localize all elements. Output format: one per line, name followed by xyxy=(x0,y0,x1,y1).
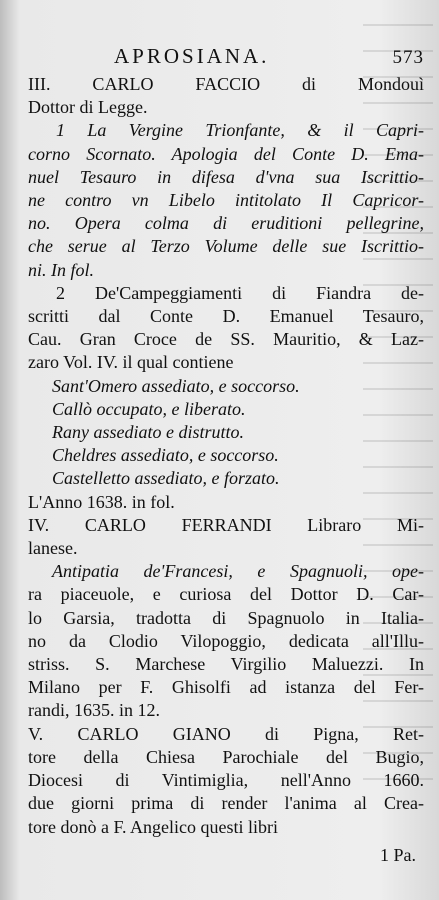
body-line: ni. In fol. xyxy=(28,259,94,280)
body-line: 1 La Vergine Trionfante, & il Capri- xyxy=(56,120,424,141)
body-line: striss. S. Marchese Virgilio Maluezzi. In xyxy=(28,654,424,675)
body-line: Cau. Gran Croce de SS. Mauritio, & Laz- xyxy=(28,329,424,350)
body-line: no. Opera colma di eruditioni pellegrine, xyxy=(28,213,424,234)
list-item: Castelletto assediato, e forzato. xyxy=(52,468,280,489)
entry-heading-cont: lanese. xyxy=(28,538,78,559)
page-number: 573 xyxy=(392,47,424,68)
body-line: no da Clodio Vilopoggio, dedicata all'Illu- xyxy=(28,630,424,651)
body-line: ra piaceuole, e curiosa del Dottor D. Car- xyxy=(28,584,424,605)
catchword: 1 Pa. xyxy=(380,844,416,865)
body-line: ne contro vn Libelo intitolato Il Capricor- xyxy=(28,190,424,211)
list-item: Callò occupato, e liberato. xyxy=(52,398,246,419)
list-item: Sant'Omero assediato, e soccorso. xyxy=(52,375,300,396)
body-line: zaro Vol. IV. il qual contiene xyxy=(28,352,234,373)
list-item: Rany assediato e distrutto. xyxy=(52,422,244,443)
body-line: 2 De'Campeggiamenti di Fiandra de- xyxy=(56,282,424,303)
body-line: Antipatia de'Francesi, e Spagnuoli, ope- xyxy=(52,561,424,582)
entry-heading-cont: Dottor di Legge. xyxy=(28,97,148,118)
body-line: nuel Tesauro in difesa d'vna sua Iscrittio- xyxy=(28,166,424,187)
page-header xyxy=(28,44,424,69)
body-line: due giorni prima di render l'anima al Crea- xyxy=(28,793,424,814)
entry-heading: III. CARLO FACCIO di Mondouì xyxy=(28,74,424,94)
text-block xyxy=(28,44,424,866)
body-line: randi, 1635. in 12. xyxy=(28,700,160,721)
body-line: L'Anno 1638. in fol. xyxy=(28,491,175,512)
catchword-row xyxy=(28,845,424,866)
entry-heading: IV. CARLO FERRANDI Libraro Mi- xyxy=(28,514,424,535)
body-line: Diocesi di Vintimiglia, nell'Anno 1660. xyxy=(28,770,424,791)
body-line: scritti dal Conte D. Emanuel Tesauro, xyxy=(28,306,424,327)
body-line: Milano per F. Ghisolfi ad istanza del Fer- xyxy=(28,677,424,698)
body-line: tore della Chiesa Parochiale del Bugio, xyxy=(28,746,424,767)
body-line: lo Garsia, tradotta di Spagnuolo in Italia- xyxy=(28,607,424,628)
body-line: corno Scornato. Apologia del Conte D. Ema- xyxy=(28,143,424,164)
entry-heading: V. CARLO GIANO di Pigna, Ret- xyxy=(28,723,424,744)
body-line: che serue al Terzo Volume delle sue Iscrittio- xyxy=(28,236,424,257)
body-line: tore donò a F. Angelico questi libri xyxy=(28,816,279,837)
running-title: APROSIANA. xyxy=(114,44,270,68)
list-item: Cheldres assediato, e soccorso. xyxy=(52,445,279,466)
